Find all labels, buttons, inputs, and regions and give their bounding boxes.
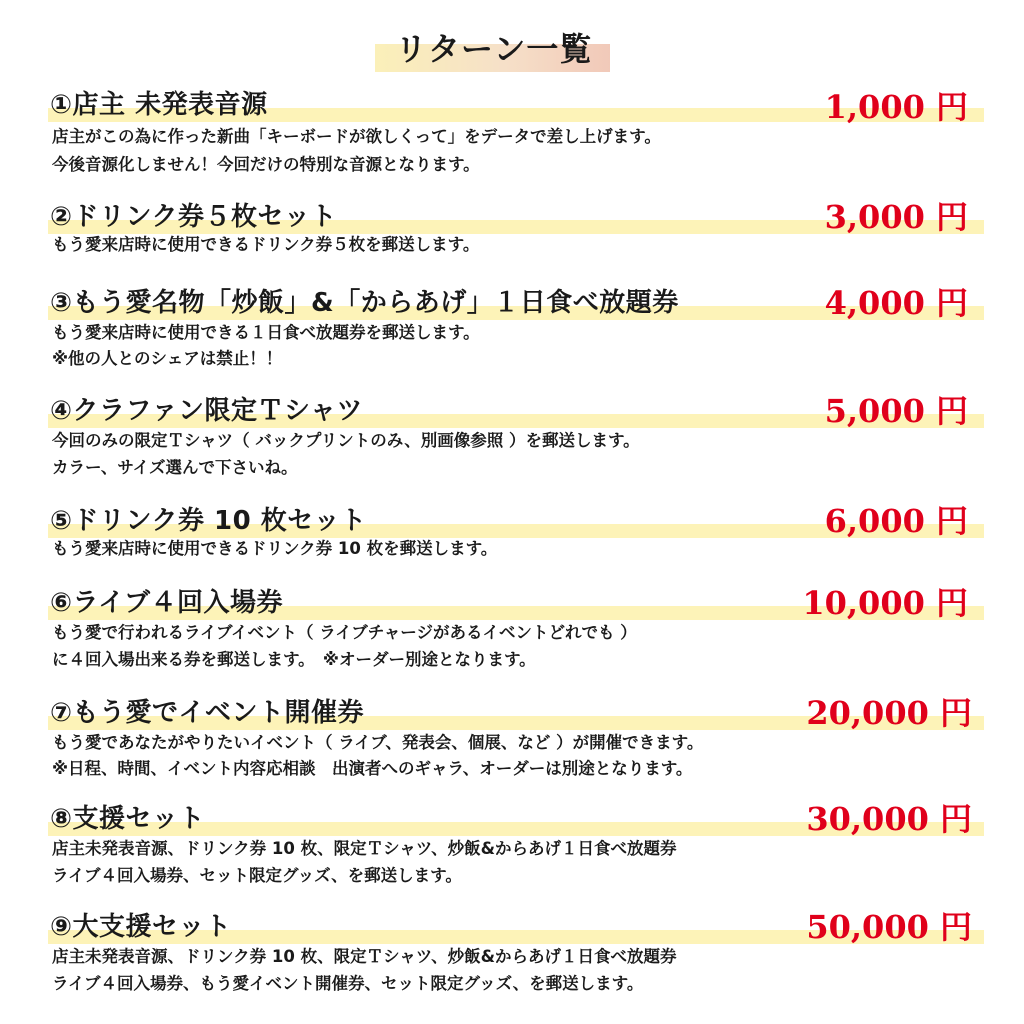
item-title: ⑦もう愛でイベント開催券 bbox=[50, 698, 365, 728]
item-title: ④クラファン限定Ｔシャツ bbox=[50, 396, 363, 426]
item-price: 4,000 円 bbox=[824, 284, 968, 322]
item-desc-line: ※日程、時間、イベント内容応相談 出演者へのギャラ、オーダーは別途となります。 bbox=[52, 759, 693, 778]
item-title: ⑨大支援セット bbox=[50, 912, 232, 942]
item-desc-line: もう愛来店時に使用できるドリンク券５枚を郵送します。 bbox=[52, 235, 480, 254]
item-price: 20,000 円 bbox=[806, 694, 972, 732]
item-price: 6,000 円 bbox=[824, 502, 968, 540]
item-title: ②ドリンク券５枚セット bbox=[50, 202, 337, 232]
item-desc-line: 店主がこの為に作った新曲「キーボードが欲しくって」をデータで差し上げます。 bbox=[52, 127, 661, 146]
page-title-block bbox=[375, 28, 610, 74]
page-title: リターン一覧 bbox=[395, 30, 593, 68]
item-desc-line: カラー、サイズ選んで下さいね。 bbox=[52, 458, 298, 477]
item-desc-line: ライブ４回入場券、もう愛イベント開催券、セット限定グッズ、を郵送します。 bbox=[52, 974, 644, 993]
item-price: 1,000 円 bbox=[824, 88, 968, 126]
item-title: ⑧支援セット bbox=[50, 804, 206, 834]
item-desc-line: もう愛来店時に使用できるドリンク券 10 枚を郵送します。 bbox=[52, 539, 498, 558]
item-title: ①店主 未発表音源 bbox=[50, 90, 268, 120]
item-price: 10,000 円 bbox=[802, 584, 968, 622]
item-desc-line: もう愛で行われるライブイベント（ ライブチャージがあるイベントどれでも ） bbox=[52, 623, 637, 642]
item-desc-line: 今後音源化しません！今回だけの特別な音源となります。 bbox=[52, 155, 480, 174]
item-desc-line: 店主未発表音源、ドリンク券 10 枚、限定Ｔシャツ、炒飯&からあげ１日食べ放題券 bbox=[52, 947, 677, 966]
item-desc-line: もう愛来店時に使用できる１日食べ放題券を郵送します。 bbox=[52, 323, 480, 342]
item-title: ⑤ドリンク券 10 枚セット bbox=[50, 506, 367, 536]
item-title: ⑥ライブ４回入場券 bbox=[50, 588, 283, 618]
item-desc-line: に４回入場出来る券を郵送します。 ※オーダー別途となります。 bbox=[52, 650, 536, 669]
item-price: 5,000 円 bbox=[824, 392, 968, 430]
item-desc-line: 店主未発表音源、ドリンク券 10 枚、限定Ｔシャツ、炒飯&からあげ１日食べ放題券 bbox=[52, 839, 677, 858]
item-desc-line: もう愛であなたがやりたいイベント（ ライブ、発表会、個展、など ）が開催できます。 bbox=[52, 733, 704, 752]
item-price: 50,000 円 bbox=[806, 908, 972, 946]
item-desc-line: ※他の人とのシェアは禁止！！ bbox=[52, 349, 283, 368]
item-price: 3,000 円 bbox=[824, 198, 968, 236]
item-price: 30,000 円 bbox=[806, 800, 972, 838]
item-desc-line: 今回のみの限定Ｔシャツ（ バックプリントのみ、別画像参照 ）を郵送します。 bbox=[52, 431, 640, 450]
item-desc-line: ライブ４回入場券、セット限定グッズ、を郵送します。 bbox=[52, 866, 462, 885]
item-title: ③もう愛名物「炒飯」&「からあげ」１日食べ放題券 bbox=[50, 288, 679, 318]
